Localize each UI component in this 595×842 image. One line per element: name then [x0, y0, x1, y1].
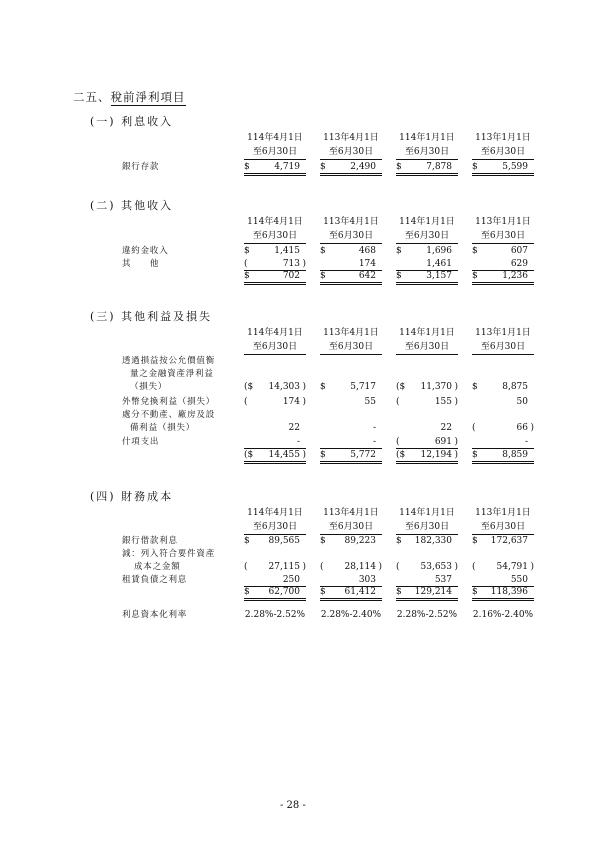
row-label-disposal-line1: 處分不動產、廠房及設 — [122, 410, 216, 420]
value-cell — [320, 161, 382, 176]
value: 174 — [358, 259, 376, 269]
row-label-fx-gain: 外幣兌換利益（損失） — [122, 397, 216, 407]
currency-sign: $ — [472, 536, 478, 546]
value: 5,599 — [502, 162, 528, 172]
column-header — [244, 506, 306, 535]
value-cell — [244, 535, 306, 547]
column-header-line1: 113年1月1日 — [475, 217, 531, 227]
value: 1,461 — [426, 259, 452, 269]
column-header-line2: 至6月30日 — [472, 520, 534, 535]
column-header-line1: 113年1月1日 — [475, 133, 531, 143]
column-header-line2: 至6月30日 — [244, 229, 306, 244]
value-cell — [320, 535, 382, 547]
column-header-line1: 113年1月1日 — [475, 328, 531, 338]
value: 55 — [364, 397, 376, 407]
value: 303 — [358, 575, 376, 585]
value: 61,412 — [344, 587, 376, 597]
value-cell — [396, 381, 458, 393]
column-header-line1: 114年1月1日 — [399, 217, 455, 227]
value-cell — [472, 161, 534, 176]
value-cell — [244, 161, 306, 176]
currency-sign: $ — [396, 587, 402, 597]
open-paren: ( — [472, 423, 476, 433]
value-cell — [320, 270, 382, 285]
row-label-bank-loan-interest: 銀行借款利息 — [122, 536, 178, 546]
row-label-bank-deposits: 銀行存款 — [122, 162, 160, 172]
value: 50 — [516, 397, 528, 407]
open-paren: ( — [244, 397, 248, 407]
value-cell — [396, 586, 458, 601]
value: 182,330 — [414, 536, 452, 546]
column-header-line1: 113年4月1日 — [323, 133, 379, 143]
value: 4,719 — [274, 162, 300, 172]
currency-sign: $ — [396, 162, 402, 172]
value: 2,490 — [350, 162, 376, 172]
value: 642 — [358, 271, 376, 281]
currency-sign: $ — [320, 587, 326, 597]
value: 3,157 — [426, 271, 452, 281]
open-paren: ( — [320, 562, 324, 572]
column-header-line2: 至6月30日 — [244, 520, 306, 535]
value-cell — [244, 586, 306, 601]
value-cell — [472, 535, 534, 547]
open-paren: ( — [396, 562, 400, 572]
currency-sign: $ — [244, 271, 250, 281]
currency-sign: $ — [396, 271, 402, 281]
section-title-other-gains-losses: (三) 其他利益及損失 — [90, 310, 213, 323]
open-paren-currency: ($ — [396, 450, 406, 460]
value: 550 — [510, 575, 528, 585]
column-header — [396, 215, 458, 244]
row-label-fvtpl-line1: 透過損益按公允價值衡 — [122, 356, 216, 366]
value: 1,236 — [502, 271, 528, 281]
column-header — [244, 326, 306, 355]
column-header — [472, 215, 534, 244]
row-label-capitalized-line2: 成本之金額 — [134, 562, 181, 572]
column-header — [244, 131, 306, 160]
value: 702 — [282, 271, 300, 281]
column-header-line2: 至6月30日 — [396, 520, 458, 535]
value: 22 — [288, 423, 300, 433]
value: 66 — [516, 423, 528, 433]
note-title — [73, 89, 186, 105]
close-paren: ) — [454, 397, 458, 407]
value-cell — [320, 396, 382, 408]
close-paren: ) — [454, 437, 458, 447]
value-cell — [472, 449, 534, 464]
value-cell — [244, 436, 306, 449]
currency-sign: $ — [472, 382, 478, 392]
value: 54,791 — [496, 562, 528, 572]
open-paren: ( — [396, 397, 400, 407]
column-header — [396, 506, 458, 535]
currency-sign: $ — [472, 450, 478, 460]
column-header-line1: 114年1月1日 — [399, 133, 455, 143]
row-label-lease-interest: 租賃負債之利息 — [122, 575, 188, 585]
value: - — [372, 423, 376, 433]
value: - — [524, 437, 528, 447]
column-header — [244, 215, 306, 244]
value: 607 — [510, 246, 528, 256]
currency-sign: $ — [396, 536, 402, 546]
currency-sign: $ — [320, 271, 326, 281]
value-cell — [396, 161, 458, 176]
value-cell — [396, 270, 458, 285]
column-header-line2: 至6月30日 — [472, 229, 534, 244]
value: 53,653 — [420, 562, 452, 572]
value: 691 — [434, 437, 452, 447]
rate-cell: 2.16%-2.40% — [472, 610, 534, 620]
currency-sign: $ — [472, 162, 478, 172]
currency-sign: $ — [320, 536, 326, 546]
row-label-others: 其 他 — [122, 259, 160, 269]
close-paren: ) — [302, 450, 306, 460]
value: 14,303 — [268, 382, 300, 392]
value: 14,455 — [268, 450, 300, 460]
value: 5,717 — [350, 382, 376, 392]
value-cell — [320, 422, 382, 434]
currency-sign: $ — [320, 246, 326, 256]
open-paren: ( — [396, 437, 400, 447]
open-paren-currency: ($ — [396, 382, 406, 392]
value: 7,878 — [426, 162, 452, 172]
close-paren: ) — [302, 562, 306, 572]
note-number: 二五、 — [73, 90, 111, 104]
value-cell — [320, 245, 382, 257]
column-header-line1: 113年1月1日 — [475, 508, 531, 518]
value: - — [296, 437, 300, 447]
value-cell — [472, 396, 534, 408]
rate-cell: 2.28%-2.40% — [320, 610, 382, 620]
close-paren: ) — [302, 259, 306, 269]
value: 1,415 — [274, 246, 300, 256]
column-header-line1: 114年4月1日 — [247, 508, 303, 518]
value-cell — [396, 535, 458, 547]
value-cell — [320, 436, 382, 449]
column-header — [320, 506, 382, 535]
value: 537 — [434, 575, 452, 585]
close-paren: ) — [302, 382, 306, 392]
open-paren: ( — [244, 259, 248, 269]
note-title-text: 稅前淨利項目 — [110, 90, 186, 104]
column-header-line1: 114年1月1日 — [399, 328, 455, 338]
value-cell — [320, 381, 382, 393]
value: 1,696 — [426, 246, 452, 256]
value: 27,115 — [268, 562, 300, 572]
value-cell — [244, 396, 306, 408]
column-header — [320, 131, 382, 160]
page-number: - 28 - — [280, 800, 306, 811]
value-cell — [472, 245, 534, 257]
value-cell — [244, 245, 306, 257]
currency-sign: $ — [472, 271, 478, 281]
column-header-line1: 113年4月1日 — [323, 328, 379, 338]
row-label-fvtpl-line3: （損失） — [130, 382, 168, 392]
value: 118,396 — [490, 587, 528, 597]
currency-sign: $ — [472, 587, 478, 597]
value: 89,223 — [344, 536, 376, 546]
column-header-line2: 至6月30日 — [320, 229, 382, 244]
value-cell — [396, 561, 458, 573]
column-header-line2: 至6月30日 — [244, 145, 306, 160]
currency-sign: $ — [320, 382, 326, 392]
open-paren-currency: ($ — [244, 382, 254, 392]
currency-sign: $ — [244, 536, 250, 546]
row-label-penalty-income: 違約金收入 — [122, 246, 169, 256]
value: 174 — [282, 397, 300, 407]
column-header-line2: 至6月30日 — [320, 520, 382, 535]
column-header-line1: 114年4月1日 — [247, 217, 303, 227]
value: - — [372, 437, 376, 447]
rate-cell: 2.28%-2.52% — [396, 610, 458, 620]
column-header-line2: 至6月30日 — [396, 340, 458, 355]
value-cell — [320, 449, 382, 464]
value: 89,565 — [268, 536, 300, 546]
value-cell — [472, 561, 534, 573]
value-cell — [396, 449, 458, 464]
value-cell — [472, 381, 534, 393]
row-label-fvtpl-line2: 量之金融資產淨利益 — [130, 369, 214, 379]
row-label-capitalized-line1: 減：列入符合要件資產 — [122, 549, 216, 559]
currency-sign: $ — [320, 162, 326, 172]
column-header-line1: 114年4月1日 — [247, 133, 303, 143]
value: 468 — [358, 246, 376, 256]
value-cell — [472, 436, 534, 449]
row-label-misc-expense: 什項支出 — [122, 437, 160, 447]
value: 28,114 — [344, 562, 376, 572]
column-header — [472, 506, 534, 535]
currency-sign: $ — [244, 587, 250, 597]
open-paren: ( — [244, 562, 248, 572]
value: 713 — [282, 259, 300, 269]
section-title-interest-income: (一) 利息收入 — [90, 115, 174, 128]
value-cell — [396, 245, 458, 257]
value-cell — [472, 422, 534, 434]
value: 22 — [440, 423, 452, 433]
column-header — [320, 215, 382, 244]
close-paren: ) — [454, 450, 458, 460]
value: 8,875 — [502, 382, 528, 392]
value: 62,700 — [268, 587, 300, 597]
value: 8,859 — [502, 450, 528, 460]
value-cell — [244, 422, 306, 434]
row-label-disposal-line2: 備利益（損失） — [130, 423, 196, 433]
value: 250 — [282, 575, 300, 585]
column-header — [396, 326, 458, 355]
currency-sign: $ — [472, 246, 478, 256]
value-cell — [472, 586, 534, 601]
close-paren: ) — [302, 397, 306, 407]
currency-sign: $ — [244, 246, 250, 256]
value-cell — [396, 422, 458, 434]
close-paren: ) — [530, 423, 534, 433]
column-header-line1: 113年4月1日 — [323, 217, 379, 227]
column-header-line2: 至6月30日 — [244, 340, 306, 355]
section-title-other-income: (二) 其他收入 — [90, 199, 174, 212]
close-paren: ) — [530, 562, 534, 572]
column-header-line1: 114年1月1日 — [399, 508, 455, 518]
column-header — [472, 326, 534, 355]
column-header — [472, 131, 534, 160]
value-cell — [244, 381, 306, 393]
rate-cell: 2.28%-2.52% — [244, 610, 306, 620]
value-cell — [244, 449, 306, 464]
value-cell — [320, 586, 382, 601]
value-cell — [396, 396, 458, 408]
column-header-line2: 至6月30日 — [472, 340, 534, 355]
column-header-line2: 至6月30日 — [396, 145, 458, 160]
currency-sign: $ — [244, 162, 250, 172]
currency-sign: $ — [396, 246, 402, 256]
value: 5,772 — [350, 450, 376, 460]
column-header-line2: 至6月30日 — [320, 340, 382, 355]
currency-sign: $ — [320, 450, 326, 460]
open-paren: ( — [472, 562, 476, 572]
column-header — [320, 326, 382, 355]
column-header-line1: 113年4月1日 — [323, 508, 379, 518]
value-cell — [472, 270, 534, 285]
value-cell — [396, 436, 458, 449]
close-paren: ) — [454, 562, 458, 572]
column-header — [396, 131, 458, 160]
column-header-line2: 至6月30日 — [320, 145, 382, 160]
value: 155 — [434, 397, 452, 407]
open-paren-currency: ($ — [244, 450, 254, 460]
value-cell — [244, 561, 306, 573]
column-header-line1: 114年4月1日 — [247, 328, 303, 338]
row-label-capitalization-rate: 利息資本化利率 — [122, 610, 188, 620]
value: 12,194 — [420, 450, 452, 460]
value: 629 — [510, 259, 528, 269]
value: 172,637 — [490, 536, 528, 546]
column-header-line2: 至6月30日 — [472, 145, 534, 160]
value-cell — [244, 270, 306, 285]
close-paren: ) — [378, 562, 382, 572]
value: 129,214 — [414, 587, 452, 597]
section-title-finance-costs: (四) 財務成本 — [90, 490, 174, 503]
column-header-line2: 至6月30日 — [396, 229, 458, 244]
close-paren: ) — [454, 382, 458, 392]
value-cell — [320, 561, 382, 573]
value: 11,370 — [420, 382, 452, 392]
